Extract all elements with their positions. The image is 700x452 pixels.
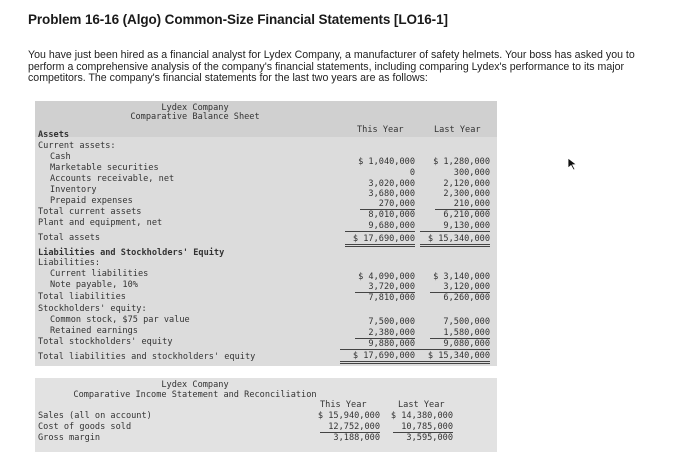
current-assets-header: Current assets:	[38, 141, 116, 151]
income-title: Comparative Income Statement and Reconciliation	[73, 390, 317, 400]
receivable-this: 3,020,000	[368, 179, 415, 189]
prepaid-label: Prepaid expenses	[50, 196, 133, 206]
securities-this: 0	[409, 168, 415, 178]
balance-sheet-title: Comparative Balance Sheet	[130, 112, 260, 122]
liab-equity-header: Liabilities and Stockholders' Equity	[38, 248, 225, 258]
note-last: 3,120,000	[430, 282, 490, 293]
sales-last: $ 14,380,000	[390, 411, 453, 421]
cash-label: Cash	[50, 152, 71, 162]
receivable-label: Accounts receivable, net	[50, 174, 175, 184]
common-this: 7,500,000	[368, 317, 415, 327]
prepaid-this: 270,000	[360, 199, 415, 210]
total-current-last: 6,210,000	[443, 210, 490, 220]
current-liab-label: Current liabilities	[50, 269, 149, 279]
sales-this: $ 15,940,000	[317, 411, 380, 421]
gross-last: 3,595,000	[406, 433, 453, 443]
total-equity-this: 9,880,000	[340, 339, 415, 350]
plant-label: Plant and equipment, net	[38, 218, 163, 228]
current-liab-last: $ 3,140,000	[433, 272, 490, 282]
total-liab-this: 7,810,000	[368, 293, 415, 303]
total-assets-label: Total assets	[38, 233, 101, 243]
cogs-last: 10,785,000	[393, 422, 453, 433]
assets-header: Assets	[38, 130, 70, 140]
note-label: Note payable, 10%	[50, 280, 138, 290]
total-assets-last: $ 15,340,000	[420, 234, 490, 247]
problem-title: Problem 16-16 (Algo) Common-Size Financial Statements [LO16-1]	[28, 12, 448, 27]
gross-this: 3,188,000	[333, 433, 380, 443]
common-last: 7,500,000	[443, 317, 490, 327]
retained-label: Retained earnings	[50, 326, 138, 336]
income-col-last-year: Last Year	[398, 400, 445, 410]
inventory-last: 2,300,000	[443, 189, 490, 199]
total-assets-this: $ 17,690,000	[345, 234, 415, 247]
total-equity-label: Total stockholders' equity	[38, 337, 173, 347]
receivable-last: 2,120,000	[443, 179, 490, 189]
cash-last: $ 1,280,000	[433, 157, 490, 167]
balance-sheet-company: Lydex Company	[161, 103, 229, 113]
sales-label: Sales (all on account)	[38, 411, 152, 421]
mouse-cursor-icon	[567, 157, 579, 171]
total-liab-label: Total liabilities	[38, 292, 126, 302]
retained-last: 1,580,000	[430, 328, 490, 339]
income-col-this-year: This Year	[320, 400, 367, 410]
total-liab-last: 6,260,000	[443, 293, 490, 303]
note-this: 3,720,000	[355, 282, 415, 293]
cogs-this: 12,752,000	[320, 422, 380, 433]
liabilities-header: Liabilities:	[38, 258, 101, 268]
securities-last: 300,000	[453, 168, 490, 178]
total-current-label: Total current assets	[38, 207, 142, 217]
inventory-this: 3,680,000	[368, 189, 415, 199]
plant-last: 9,130,000	[420, 221, 490, 232]
prepaid-last: 210,000	[435, 199, 490, 210]
balance-col-last-year: Last Year	[434, 125, 481, 135]
current-liab-this: $ 4,090,000	[358, 272, 415, 282]
plant-this: 9,680,000	[345, 221, 415, 232]
total-current-this: 8,010,000	[368, 210, 415, 220]
cash-this: $ 1,040,000	[358, 157, 415, 167]
balance-col-this-year: This Year	[357, 125, 404, 135]
securities-label: Marketable securities	[50, 163, 159, 173]
problem-intro: You have just been hired as a financial analyst for Lydex Company, a manufacturer of safety helmets. Your boss has asked you to perform a comprehensive analysis of the company's financial statements, including comparing Lydex's performance to its major competitors. The company's financial statements for the last two years are as follows:	[28, 49, 635, 85]
income-company: Lydex Company	[161, 380, 229, 390]
equity-header: Stockholders' equity:	[38, 304, 147, 314]
cogs-label: Cost of goods sold	[38, 422, 132, 432]
retained-this: 2,380,000	[355, 328, 415, 339]
total-le-label: Total liabilities and stockholders' equity	[38, 352, 256, 362]
gross-label: Gross margin	[38, 433, 101, 443]
total-le-last: $ 15,340,000	[415, 351, 490, 364]
total-le-this: $ 17,690,000	[340, 351, 415, 364]
common-label: Common stock, $75 par value	[50, 315, 190, 325]
inventory-label: Inventory	[50, 185, 97, 195]
total-equity-last: 9,080,000	[415, 339, 490, 350]
